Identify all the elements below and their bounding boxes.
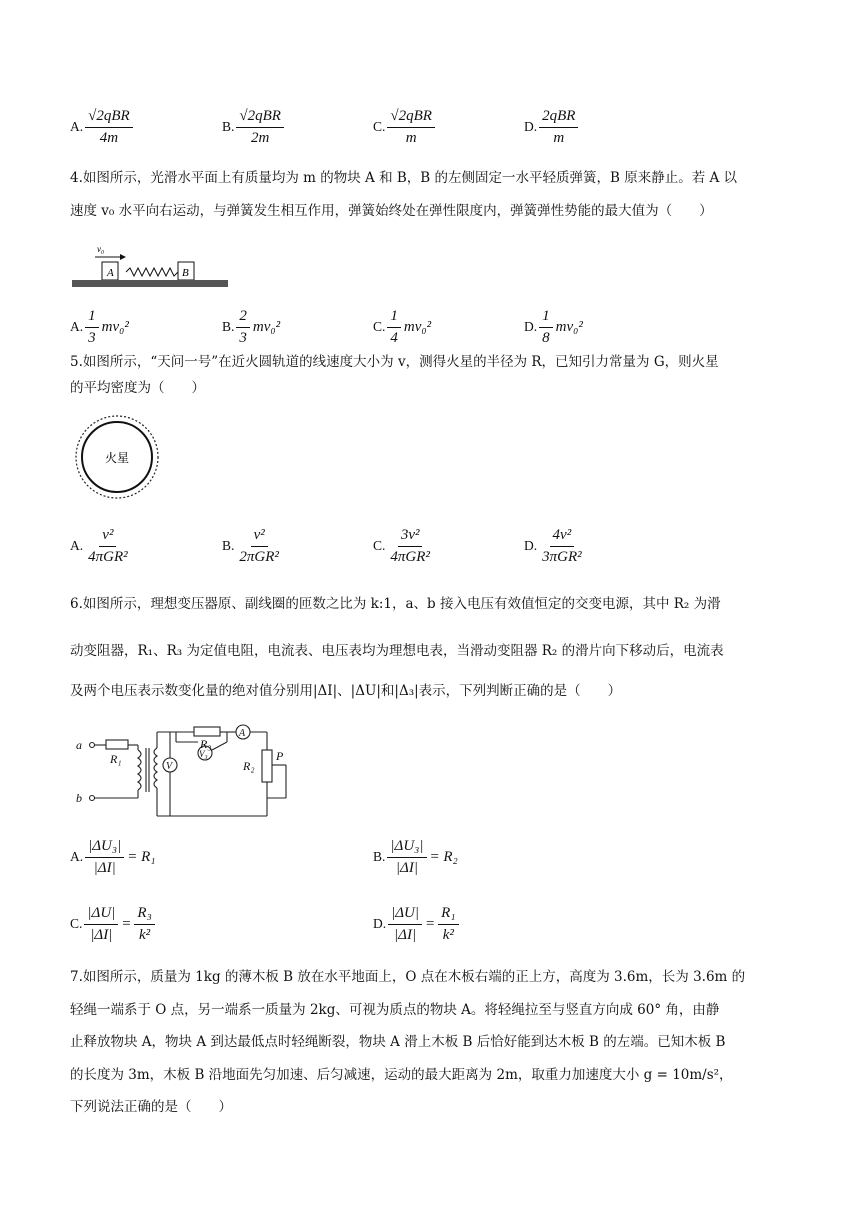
q5-option-c: C. $\frac{\text{3v²}}{\text{4πGR²}}$: [373, 527, 430, 565]
q7-stem-line1: 7.如图所示，质量为 1kg 的薄木板 B 放在水平地面上，O 点在木板右端的正上方，高度为 3.6m，长为 3.6m 的: [70, 969, 746, 985]
q4-stem-line2: 速度 v₀ 水平向右运动，与弹簧发生相互作用，弹簧始终处在弹性限度内，弹簧弹性势能的最大值为（ ）: [70, 203, 713, 219]
label-r2: R₂: [243, 759, 255, 773]
q3-option-d-fraction: $\frac{\text{2qBR}}{m}$: [539, 108, 578, 146]
q4-stem-line1: 4.如图所示，光滑水平面上有质量均为 m 的物块 A 和 B，B 的左侧固定一水平轻质弹簧，B 原来静止。若 A 以: [70, 170, 738, 186]
mars-label: 火星: [104, 451, 130, 465]
label-v: V: [166, 761, 173, 772]
q7-stem-line5: 下列说法正确的是（ ）: [70, 1099, 232, 1115]
q7-stem-line4: 的长度为 3m，木板 B 沿地面先匀加速、后匀减速，运动的最大距离为 2m，取重力加速度大小 g = 10m/s²，: [70, 1067, 733, 1083]
terminal-a: [90, 743, 95, 748]
label-r1: R₁: [110, 752, 122, 766]
q5-stem-line1: 5.如图所示，“天问一号”在近火圆轨道的线速度大小为 v，测得火星的半径为 R，已知引力常量为 G，则火星: [70, 354, 719, 370]
q6-option-c: C. $\frac{|\Delta U|}{|\Delta I|}$ = $\frac{\text{R₃}}{\text{k²}}$: [70, 905, 155, 943]
q3-option-b-fraction: $\frac{\text{√2qBR}}{2m}$: [236, 108, 284, 146]
q6-stem-line3: 及两个电压表示数变化量的绝对值分别用|ΔI|、|ΔU|和|Δ₃|表示，下列判断正确的是（ ）: [70, 683, 622, 699]
label-ammeter: A: [239, 728, 246, 739]
q4-fig-v0: v₀: [97, 244, 105, 254]
spring: [126, 268, 178, 276]
q5-option-b: B. $\frac{\text{v²}}{\text{2πGR²}}$: [222, 527, 279, 565]
terminal-b: [90, 796, 95, 801]
q5-option-d: D. $\frac{\text{4v²}}{\text{3πGR²}}$: [524, 527, 582, 565]
q3-option-c-fraction: $\frac{\text{√2qBR}}{m}$: [387, 108, 435, 146]
q5-mars-figure: [72, 412, 162, 502]
q3-option-d: D. $\frac{\text{2qBR}}{m}$: [524, 108, 578, 146]
q3-option-b: B. $\frac{\text{√2qBR}}{2m}$: [222, 108, 284, 146]
primary-coil: [138, 750, 141, 790]
q6-stem-line2: 动变阻器，R₁、R₃ 为定值电阻，电流表、电压表均为理想电表，当滑动变阻器 R₂ 的滑片向下移动后，电流表: [70, 643, 724, 659]
q6-stem-line1: 6.如图所示，理想变压器原、副线圈的匝数之比为 k:1，a、b 接入电压有效值恒定的交变电源，其中 R₂ 为滑: [70, 596, 721, 612]
label-a: a: [76, 738, 82, 752]
svg-text:B: B: [182, 267, 189, 279]
q5-stem-line2: 的平均密度为（ ）: [70, 380, 205, 396]
svg-text:A: A: [107, 267, 114, 279]
q4-option-a: A. $\frac{1}{3}$ mv₀²: [70, 308, 129, 346]
secondary-coil: [154, 748, 157, 788]
q6-option-b: B. $\frac{\text{|ΔU₃|}}{|\Delta I|}$ = R₂: [373, 838, 458, 876]
label-v3: V₃: [199, 749, 208, 759]
label-r3: R₃: [200, 737, 212, 751]
q6-option-d: D. $\frac{|\Delta U|}{|\Delta I|}$ = $\frac{\text{R₁}}{\text{k²}}$: [373, 905, 459, 943]
q4-option-c: C. $\frac{1}{4}$ mv₀²: [373, 308, 432, 346]
ground: [72, 280, 228, 287]
label-b: b: [76, 791, 82, 805]
q3-option-a-fraction: $\frac{\text{√2qBR}}{4m}$: [85, 108, 133, 146]
q3-option-a: A. $\frac{\text{√2qBR}}{4m}$: [70, 108, 133, 146]
q6-option-a: A. $\frac{\text{|ΔU₃|}}{|\Delta I|}$ = R₁: [70, 838, 156, 876]
resistor-r3: [194, 727, 220, 736]
label-p: P: [276, 749, 284, 763]
q7-stem-line3: 止释放物块 A，物块 A 到达最低点时轻绳断裂，物块 A 滑上木板 B 后恰好能到达木板 B 的左端。已知木板 B: [70, 1034, 726, 1050]
q5-option-a: A. $\frac{\text{v²}}{\text{4πGR²}}$: [70, 527, 128, 565]
q3-option-c: C. $\frac{\text{√2qBR}}{m}$: [373, 108, 435, 146]
q4-spring-figure: [70, 240, 230, 290]
q4-option-b: B. $\frac{2}{3}$ mv₀²: [222, 308, 281, 346]
q4-option-d: D. $\frac{1}{8}$ mv₀²: [524, 308, 583, 346]
resistor-r1: [106, 740, 128, 749]
q7-stem-line2: 轻绳一端系于 O 点，另一端系一质量为 2kg、可视为质点的物块 A。将轻绳拉至与竖直方向成 60° 角，由静: [70, 1002, 720, 1018]
q6-circuit-figure: [72, 720, 302, 820]
resistor-r2: [262, 750, 272, 782]
velocity-arrow-head: [120, 254, 126, 260]
